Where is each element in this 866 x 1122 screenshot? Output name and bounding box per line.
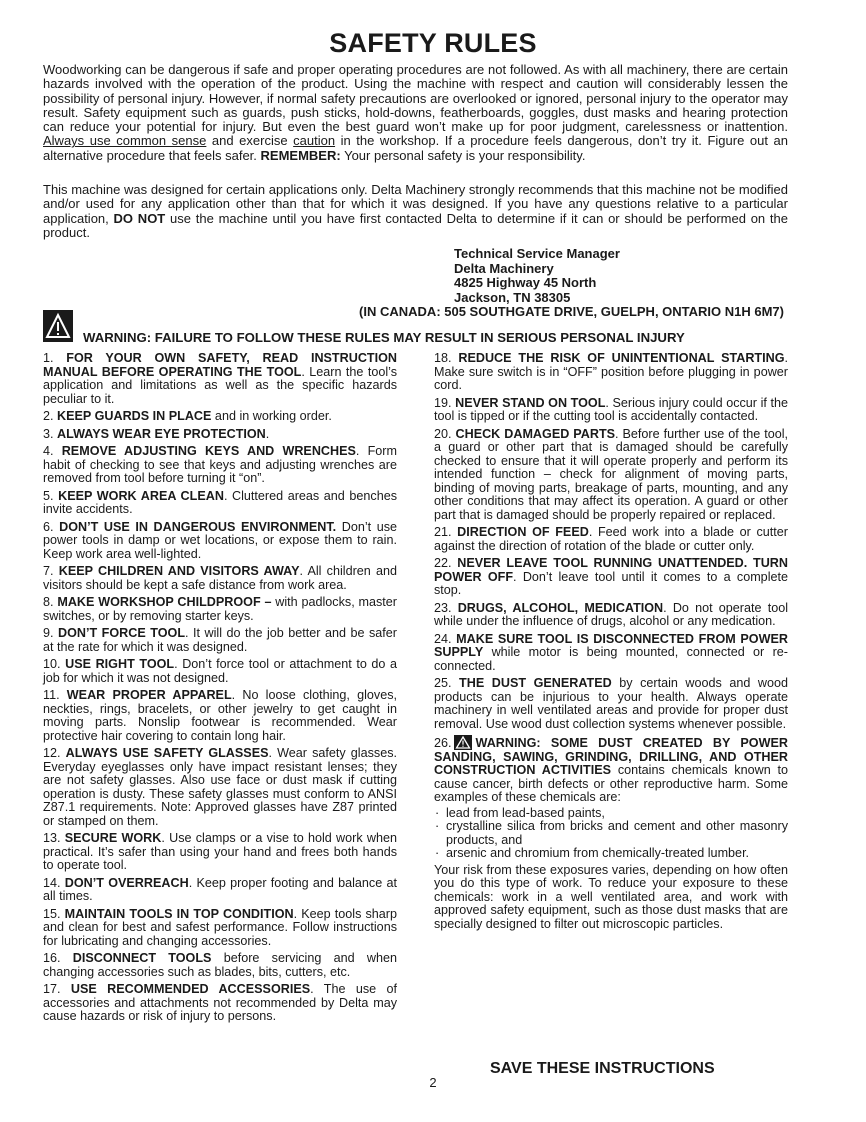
contact-address (454, 247, 620, 305)
rule-item: 7. KEEP CHILDREN AND VISITORS AWAY. All children and visitors should be kept a safe distance from work area. (43, 564, 397, 592)
rule-item: 24. MAKE SURE TOOL IS DISCONNECTED FROM POWER SUPPLY while motor is being mounted, connected or re-connected. (434, 631, 788, 673)
address-line: Jackson, TN 38305 (454, 289, 571, 305)
list-item: · crystalline silica from bricks and cement and other masonry products, and (434, 820, 788, 847)
save-instructions-heading: SAVE THESE INSTRUCTIONS (490, 1060, 715, 1077)
rule-item: 20. CHECK DAMAGED PARTS. Before further use of the tool, a guard or other part that is damaged should be carefully checked to ensure that it will operate properly and perform its intended function – check for alignment of moving parts, binding of moving parts, breakage of parts, mounting, and any other conditions that may affect its operation. A guard or other part that is damaged should be properly repaired or replaced. (434, 426, 789, 522)
rule-item: 8. MAKE WORKSHOP CHILDPROOF – with padlocks, master switches, or by removing starter keys. (43, 595, 398, 623)
rule-item: 21. DIRECTION OF FEED. Feed work into a blade or cutter against the direction of rotation of the blade or cutter only. (434, 525, 789, 553)
list-item: · lead from lead-based paints, (434, 807, 788, 821)
rule-item: 22. NEVER LEAVE TOOL RUNNING UNATTENDED. TURN POWER OFF. Don’t leave tool until it comes to a complete stop. (434, 556, 788, 597)
warning-banner-text: WARNING: FAILURE TO FOLLOW THESE RULES MAY RESULT IN SERIOUS PERSONAL INJURY (83, 330, 685, 345)
chemical-examples-list (434, 807, 788, 861)
rule-item: 17. USE RECOMMENDED ACCESSORIES. The use of accessories and attachments not recommended by Delta may cause hazards or risk of injury to persons. (43, 982, 397, 1023)
rule-item: 12. ALWAYS USE SAFETY GLASSES. Wear safety glasses. Everyday eyeglasses only have impact resistant lenses; they are not safety glasses. Also use face or dust mask if cutting operation is dusty. These safety glasses must conform to ANSI Z87.1 requirements. Note: Approved glasses have Z87 printed or stamped on them. (43, 746, 397, 828)
address-line: Technical Service Manager (454, 246, 620, 261)
address-line: 4825 Highway 45 North (454, 275, 597, 290)
rule-item: 13. SECURE WORK. Use clamps or a vise to hold work when practical. It’s safer than using your hand and frees both hands to operate tool. (43, 831, 397, 872)
rule-item: 18. REDUCE THE RISK OF UNINTENTIONAL STARTING. Make sure switch is in “OFF” position before plugging in power cord. (434, 351, 789, 392)
rule-item: 6. DON’T USE IN DANGEROUS ENVIRONMENT. Don’t use power tools in damp or wet locations, or expose them to rain. Keep work area well-lighted. (43, 519, 398, 561)
rule-item: 14. DON’T OVERREACH. Keep proper footing and balance at all times. (43, 875, 397, 903)
rule-item: 4. REMOVE ADJUSTING KEYS AND WRENCHES. Form habit of checking to see that keys and adjusting wrenches are removed from tool before turning it “on”. (43, 444, 397, 485)
rule-item: 3. ALWAYS WEAR EYE PROTECTION. (43, 426, 270, 441)
rule-item: 25. THE DUST GENERATED by certain woods and wood products can be injurious to your health. Always operate machinery in well ventilated areas and provide for proper dust removal. Use wood dust collection systems whenever possible. (434, 676, 788, 731)
list-item: · arsenic and chromium from chemically-treated lumber. (434, 847, 788, 861)
intro-paragraph-1: Woodworking can be dangerous if safe and proper operating procedures are not followed. As with all machinery, there are certain hazards involved with the operation of the product. Using the machine with respect and caution will considerably lessen the possibility of personal injury. However, if normal safety precautions are overlooked or ignored, personal injury to the operator may result. Safety equipment such as guards, push sticks, hold-downs, featherboards, goggles, dust masks and hearing protection can reduce your potential for injury. But even the best guard won’t make up for poor judgment, carelessness or inattention. Always use common sense and exercise caution in the workshop. If a procedure feels dangerous, don’t try it. Figure out an alternative procedure that feels safer. REMEMBER: Your personal safety is your responsibility. (43, 62, 788, 163)
rule-item: 5. KEEP WORK AREA CLEAN. Cluttered areas and benches invite accidents. (43, 488, 398, 516)
rule-item: 2. KEEP GUARDS IN PLACE and in working order. (43, 409, 332, 423)
rule-item-dust-warning: 26. WARNING: SOME DUST CREATED BY POWER SANDING, SAWING, GRINDING, DRILLING, AND OTHER CONSTRUCTION ACTIVITIES contains chemicals known to cause cancer, birth defects or other reproductive harm. Some examples of these chemicals are: (434, 736, 788, 804)
rule-item: 10. USE RIGHT TOOL. Don’t force tool or attachment to do a job for which it was not designed. (43, 657, 398, 685)
canada-address: (IN CANADA: 505 SOUTHGATE DRIVE, GUELPH, ONTARIO N1H 6M7) (359, 304, 784, 319)
rule-item: 16. DISCONNECT TOOLS before servicing and when changing accessories such as blades, bits, cutters, etc. (43, 951, 397, 979)
rule-item: 23. DRUGS, ALCOHOL, MEDICATION. Do not operate tool while under the influence of drugs, alcohol or any medication. (434, 600, 788, 628)
intro-paragraph-2: This machine was designed for certain applications only. Delta Machinery strongly recommends that this machine not be modified and/or used for any application other than that for which it was designed. If you have any questions relative to a particular application, DO NOT use the machine until you have first contacted Delta to determine if it can or should be performed on the product. (43, 182, 788, 240)
exposure-paragraph: Your risk from these exposures varies, depending on how often you do this type of work. To reduce your exposure to these chemicals: work in a well ventilated area, and work with approved safety equipment, such as those dust masks that are specially designed to filter out microscopic particles. (434, 862, 788, 931)
address-line: Delta Machinery (454, 260, 554, 276)
warning-banner (43, 310, 788, 346)
warning-triangle-icon (454, 735, 472, 750)
rule-item: 15. MAINTAIN TOOLS IN TOP CONDITION. Keep tools sharp and clean for best and safest performance. Follow instructions for lubricating and changing accessories. (43, 906, 397, 948)
rule-item: 1. FOR YOUR OWN SAFETY, READ INSTRUCTION MANUAL BEFORE OPERATING THE TOOL. Learn the tool’s application and limitations as well as the specific hazards peculiar to it. (43, 351, 397, 406)
warning-triangle-icon (43, 310, 73, 342)
rules-column-left (43, 352, 397, 1028)
rule-item: 19. NEVER STAND ON TOOL. Serious injury could occur if the tool is tipped or if the cutting tool is accidentally contacted. (434, 395, 789, 423)
page-title: SAFETY RULES (329, 28, 537, 58)
page-number: 2 (429, 1075, 437, 1090)
rule-item: 9. DON’T FORCE TOOL. It will do the job better and be safer at the rate for which it was designed. (43, 626, 397, 654)
rule-item: 11. WEAR PROPER APPAREL. No loose clothing, gloves, neckties, rings, bracelets, or other jewelry to get caught in moving parts. Nonslip footwear is recommended. Wear protective hair covering to contain long hair. (43, 688, 398, 743)
rules-column-right (434, 352, 788, 935)
